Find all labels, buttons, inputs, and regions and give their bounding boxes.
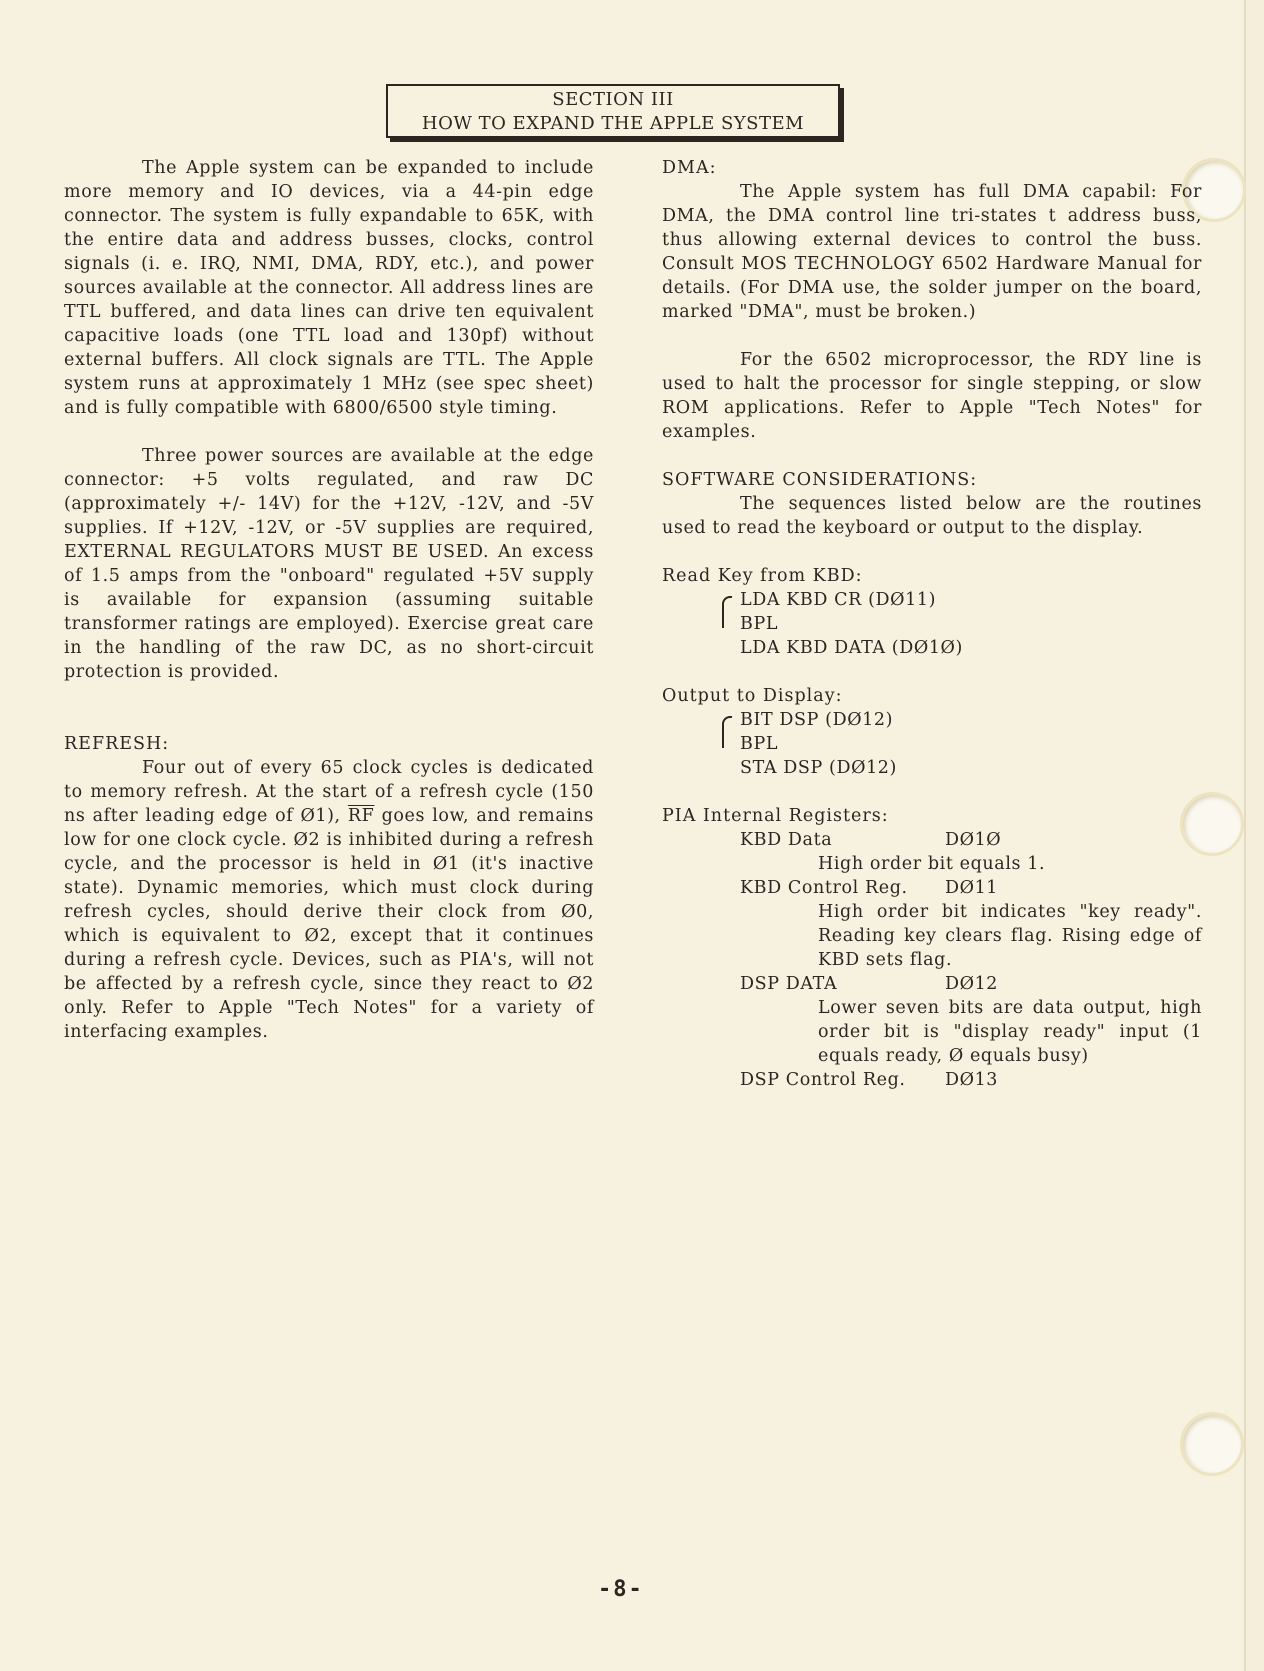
left-column [64, 156, 594, 1044]
register-row [662, 876, 1202, 900]
register-name: KBD Control Reg. [740, 878, 908, 898]
code-line: LDA KBD DATA (DØ1Ø) [740, 638, 963, 658]
code-line: BPL [740, 734, 779, 754]
register-row [662, 972, 1202, 996]
register-name: KBD Data [740, 830, 833, 850]
dma-paragraph: The Apple system has full DMA capabil: For DMA, the DMA control line tri-states t address buss, thus allowing external devices to control the buss. Consult MOS TECHNOLOGY 6502 Hardware Manual for details. (For DMA use, the solder jumper on the board, marked "DMA", must be broken.) [662, 182, 1202, 322]
refresh-heading: REFRESH: [64, 734, 170, 754]
code-line: LDA KBD CR (DØ11) [662, 588, 1202, 612]
register-address: DØ1Ø [945, 830, 1002, 850]
register-description: High order bit indicates "key ready". Reading key clears flag. Rising edge of KBD sets flag. [818, 902, 1202, 970]
output-heading: Output to Display: [662, 686, 843, 706]
binder-hole [1180, 1412, 1244, 1476]
power-paragraph: Three power sources are available at the edge connector: +5 volts regulated, and raw DC (approximately +/- 14V) for the +12V, -12V, and -5V supplies. If +12V, -12V, or -5V supplies are required, EXTERNAL REGULATORS MUST BE USED. An excess of 1.5 amps from the "onboard" regulated +5V supply is available for expansion (assuming suitable transformer ratings are employed). Exercise great care in the handling of the raw DC, as no short-circuit protection is provided. [64, 446, 594, 682]
section-title-box [386, 84, 840, 138]
right-column [662, 156, 1202, 1092]
refresh-text-b: goes low, and remains low for one clock cycle. Ø2 is inhibited during a refresh cycle, and the processor is held in Ø1 (it's inactive state). Dynamic memories, which must clock during refresh cycles, should derive their clock from Ø0, which is equivalent to Ø2, except that it continues during a refresh cycle. Devices, such as PIA's, will not be affected by a refresh cycle, since they react to Ø2 only. Refer to Apple "Tech Notes" for a variety of interfacing examples. [64, 806, 595, 1042]
rf-signal: $\overline{RF}$ [347, 806, 375, 826]
register-row [662, 828, 1202, 852]
refresh-text-a: Four out of every 65 clock cycles is dedicated to memory refresh. At the start of a refresh cycle (150 ns after leading edge of Ø1), [64, 758, 594, 826]
register-description: Lower seven bits are data output, high order bit is "display ready" input (1 equals ready, Ø equals busy) [818, 998, 1202, 1066]
register-address: DØ11 [945, 878, 999, 898]
code-line: BPL [740, 614, 779, 634]
register-name: DSP Control Reg. [740, 1070, 906, 1090]
page-number: -8- [598, 1577, 644, 1602]
register-row [662, 1068, 1202, 1092]
read-key-heading: Read Key from KBD: [662, 566, 863, 586]
dma-heading: DMA: [662, 158, 717, 178]
expansion-paragraph: The Apple system can be expanded to include more memory and IO devices, via a 44-pin edge connector. The system is fully expandable to 65K, with the entire data and address busses, clocks, control signals (i. e. IRQ, NMI, DMA, RDY, etc.), and power sources available at the connector. All address lines are TTL buffered, and data lines can drive ten equivalent capacitive loads (one TTL load and 130pf) without external buffers. All clock signals are TTL. The Apple system runs at approximately 1 MHz (see spec sheet) and is fully compatible with 6800/6500 style timing. [64, 158, 594, 418]
code-line: BIT DSP (DØ12) [662, 708, 1202, 732]
register-name: DSP DATA [740, 974, 838, 994]
refresh-paragraph [64, 756, 594, 1044]
code-line: STA DSP (DØ12) [740, 758, 897, 778]
register-address: DØ12 [945, 974, 999, 994]
software-heading: SOFTWARE CONSIDERATIONS: [662, 470, 978, 490]
register-description: High order bit equals 1. [818, 854, 1046, 874]
software-paragraph: The sequences listed below are the routines used to read the keyboard or output to the display. [662, 494, 1202, 538]
register-address: DØ13 [945, 1070, 999, 1090]
rdy-paragraph: For the 6502 microprocessor, the RDY line is used to halt the processor for single stepping, or slow ROM applications. Refer to Apple "Tech Notes" for examples. [662, 350, 1202, 442]
pia-heading: PIA Internal Registers: [662, 806, 889, 826]
section-number: SECTION III [552, 89, 674, 110]
section-title: HOW TO EXPAND THE APPLE SYSTEM [421, 113, 805, 134]
